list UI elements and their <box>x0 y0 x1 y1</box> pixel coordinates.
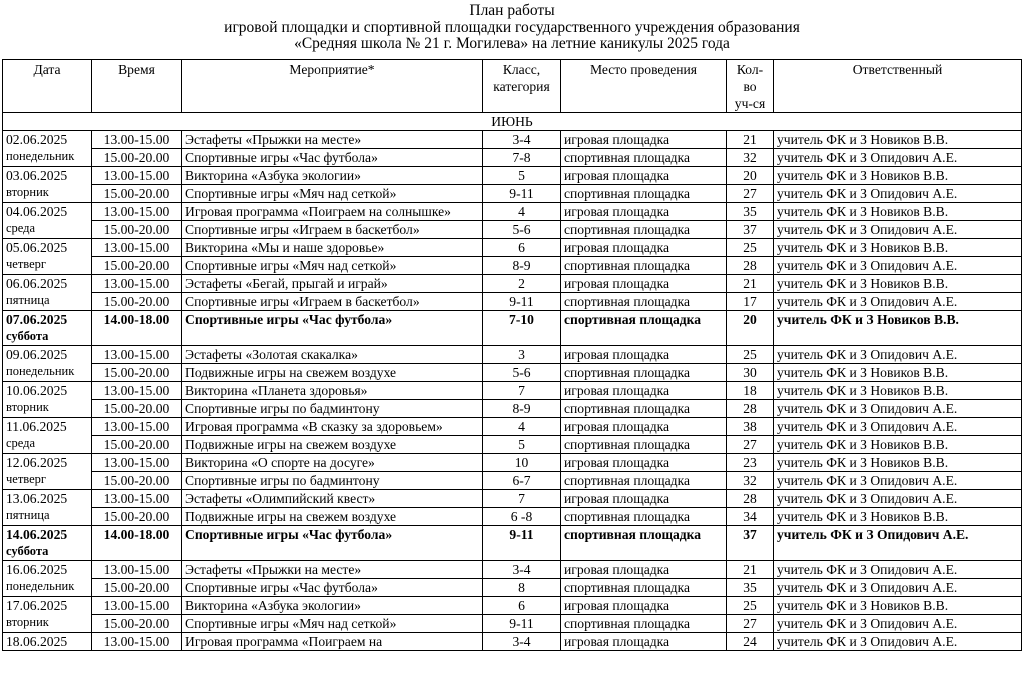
date-cell <box>3 346 92 382</box>
time-cell: 13.00-15.00 <box>92 346 182 364</box>
header-row <box>3 60 1022 113</box>
weekday-value: вторник <box>6 615 49 629</box>
date-value: 18.06.2025 <box>6 634 68 649</box>
responsible-cell: учитель ФК и З Новиков В.В. <box>774 275 1022 293</box>
table-row <box>3 293 1022 311</box>
table-row <box>3 131 1022 149</box>
date-value: 06.06.2025 <box>6 276 68 291</box>
date-cell <box>3 633 92 651</box>
class-cell: 4 <box>483 418 561 436</box>
time-cell: 15.00-20.00 <box>92 364 182 382</box>
event-cell: Викторина «Азбука экологии» <box>182 597 483 615</box>
date-value: 10.06.2025 <box>6 383 68 398</box>
table-row <box>3 490 1022 508</box>
place-cell: игровая площадка <box>561 490 727 508</box>
event-cell: Викторина «О спорте на досуге» <box>182 454 483 472</box>
table-row <box>3 615 1022 633</box>
event-cell: Спортивные игры «Играем в баскетбол» <box>182 221 483 239</box>
time-cell: 15.00-20.00 <box>92 472 182 490</box>
month-row <box>3 113 1022 131</box>
class-cell: 7-10 <box>483 311 561 346</box>
count-cell: 21 <box>727 131 774 149</box>
place-cell: спортивная площадка <box>561 293 727 311</box>
event-cell: Спортивные игры «Час футбола» <box>182 311 483 346</box>
class-cell: 3-4 <box>483 131 561 149</box>
class-cell: 9-11 <box>483 526 561 561</box>
place-cell: спортивная площадка <box>561 221 727 239</box>
count-cell: 25 <box>727 597 774 615</box>
table-row <box>3 364 1022 382</box>
header-date: Дата <box>3 60 92 113</box>
time-cell: 13.00-15.00 <box>92 418 182 436</box>
weekday-value: понедельник <box>6 364 75 378</box>
class-cell: 7 <box>483 382 561 400</box>
date-cell <box>3 311 92 346</box>
date-cell <box>3 131 92 167</box>
class-cell: 2 <box>483 275 561 293</box>
responsible-cell: учитель ФК и З Опидович А.Е. <box>774 472 1022 490</box>
header-place: Место проведения <box>561 60 727 113</box>
time-cell: 15.00-20.00 <box>92 508 182 526</box>
month-label: ИЮНЬ <box>3 113 1022 131</box>
table-row <box>3 454 1022 472</box>
header-count <box>727 60 774 113</box>
count-cell: 32 <box>727 149 774 167</box>
date-value: 11.06.2025 <box>6 419 67 434</box>
date-cell <box>3 526 92 561</box>
title-line: игровой площадки и спортивной площадки государственного учреждения образования <box>224 18 800 36</box>
schedule-table <box>2 59 1022 651</box>
count-cell: 28 <box>727 400 774 418</box>
weekday-value: среда <box>6 221 36 235</box>
responsible-cell: учитель ФК и З Новиков В.В. <box>774 597 1022 615</box>
event-cell: Спортивные игры «Мяч над сеткой» <box>182 615 483 633</box>
event-cell: Спортивные игры «Час футбола» <box>182 579 483 597</box>
date-value: 12.06.2025 <box>6 455 68 470</box>
responsible-cell: учитель ФК и З Опидович А.Е. <box>774 526 1022 561</box>
count-cell: 28 <box>727 490 774 508</box>
date-value: 07.06.2025 <box>6 312 68 327</box>
time-cell: 13.00-15.00 <box>92 239 182 257</box>
class-cell: 10 <box>483 454 561 472</box>
count-cell: 27 <box>727 436 774 454</box>
class-cell: 8-9 <box>483 400 561 418</box>
time-cell: 13.00-15.00 <box>92 167 182 185</box>
time-cell: 13.00-15.00 <box>92 454 182 472</box>
header-count-line: уч-ся <box>734 96 766 111</box>
event-cell: Игровая программа «Поиграем на <box>182 633 483 651</box>
table-row <box>3 526 1022 561</box>
class-cell: 6-7 <box>483 472 561 490</box>
responsible-cell: учитель ФК и З Опидович А.Е. <box>774 185 1022 203</box>
class-cell: 4 <box>483 203 561 221</box>
time-cell: 14.00-18.00 <box>92 526 182 561</box>
date-value: 02.06.2025 <box>6 132 68 147</box>
header-class <box>483 60 561 113</box>
place-cell: спортивная площадка <box>561 472 727 490</box>
time-cell: 15.00-20.00 <box>92 436 182 454</box>
title-line: «Средняя школа № 21 г. Могилева» на летние каникулы 2025 года <box>294 35 730 52</box>
event-cell: Спортивные игры «Час футбола» <box>182 526 483 561</box>
time-cell: 13.00-15.00 <box>92 275 182 293</box>
table-row <box>3 633 1022 651</box>
time-cell: 15.00-20.00 <box>92 221 182 239</box>
event-cell: Эстафеты «Бегай, прыгай и играй» <box>182 275 483 293</box>
event-cell: Эстафеты «Прыжки на месте» <box>182 561 483 579</box>
responsible-cell: учитель ФК и З Опидович А.Е. <box>774 490 1022 508</box>
count-cell: 35 <box>727 203 774 221</box>
time-cell: 15.00-20.00 <box>92 257 182 275</box>
responsible-cell: учитель ФК и З Новиков В.В. <box>774 167 1022 185</box>
weekday-value: четверг <box>6 472 47 486</box>
place-cell: игровая площадка <box>561 239 727 257</box>
class-cell: 9-11 <box>483 615 561 633</box>
class-cell: 3-4 <box>483 561 561 579</box>
date-value: 03.06.2025 <box>6 168 68 183</box>
place-cell: спортивная площадка <box>561 579 727 597</box>
place-cell: спортивная площадка <box>561 400 727 418</box>
class-cell: 9-11 <box>483 185 561 203</box>
weekday-value: понедельник <box>6 149 75 163</box>
date-value: 13.06.2025 <box>6 491 68 506</box>
date-value: 05.06.2025 <box>6 240 68 255</box>
count-cell: 23 <box>727 454 774 472</box>
table-row <box>3 203 1022 221</box>
table-row <box>3 239 1022 257</box>
time-cell: 13.00-15.00 <box>92 561 182 579</box>
place-cell: спортивная площадка <box>561 311 727 346</box>
place-cell: игровая площадка <box>561 167 727 185</box>
place-cell: спортивная площадка <box>561 149 727 167</box>
header-event: Мероприятие* <box>182 60 483 113</box>
event-cell: Эстафеты «Олимпийский квест» <box>182 490 483 508</box>
count-cell: 34 <box>727 508 774 526</box>
count-cell: 24 <box>727 633 774 651</box>
date-cell <box>3 597 92 633</box>
count-cell: 20 <box>727 311 774 346</box>
class-cell: 8 <box>483 579 561 597</box>
date-cell <box>3 275 92 311</box>
responsible-cell: учитель ФК и З Опидович А.Е. <box>774 418 1022 436</box>
weekday-value: суббота <box>6 329 49 343</box>
count-cell: 37 <box>727 221 774 239</box>
event-cell: Игровая программа «В сказку за здоровьем» <box>182 418 483 436</box>
count-cell: 17 <box>727 293 774 311</box>
count-cell: 27 <box>727 185 774 203</box>
place-cell: спортивная площадка <box>561 257 727 275</box>
weekday-value: суббота <box>6 544 49 558</box>
class-cell: 6 <box>483 597 561 615</box>
time-cell: 13.00-15.00 <box>92 131 182 149</box>
event-cell: Спортивные игры «Мяч над сеткой» <box>182 185 483 203</box>
date-value: 14.06.2025 <box>6 527 68 542</box>
table-row <box>3 167 1022 185</box>
event-cell: Викторина «Азбука экологии» <box>182 167 483 185</box>
time-cell: 15.00-20.00 <box>92 579 182 597</box>
responsible-cell: учитель ФК и З Новиков В.В. <box>774 311 1022 346</box>
date-cell <box>3 239 92 275</box>
table-row <box>3 382 1022 400</box>
responsible-cell: учитель ФК и З Новиков В.В. <box>774 203 1022 221</box>
class-cell: 5-6 <box>483 221 561 239</box>
date-cell <box>3 167 92 203</box>
event-cell: Викторина «Мы и наше здоровье» <box>182 239 483 257</box>
class-cell: 3 <box>483 346 561 364</box>
date-cell <box>3 203 92 239</box>
responsible-cell: учитель ФК и З Опидович А.Е. <box>774 615 1022 633</box>
header-class-line: Класс, <box>502 62 541 77</box>
class-cell: 7-8 <box>483 149 561 167</box>
table-row <box>3 149 1022 167</box>
place-cell: спортивная площадка <box>561 185 727 203</box>
class-cell: 9-11 <box>483 293 561 311</box>
place-cell: игровая площадка <box>561 346 727 364</box>
header-count-line: Кол- <box>736 62 764 77</box>
time-cell: 13.00-15.00 <box>92 633 182 651</box>
date-value: 16.06.2025 <box>6 562 68 577</box>
weekday-value: вторник <box>6 185 49 199</box>
place-cell: спортивная площадка <box>561 508 727 526</box>
place-cell: спортивная площадка <box>561 615 727 633</box>
weekday-value: вторник <box>6 400 49 414</box>
event-cell: Спортивные игры «Играем в баскетбол» <box>182 293 483 311</box>
event-cell: Спортивные игры по бадминтону <box>182 400 483 418</box>
place-cell: игровая площадка <box>561 561 727 579</box>
time-cell: 15.00-20.00 <box>92 185 182 203</box>
count-cell: 20 <box>727 167 774 185</box>
place-cell: игровая площадка <box>561 418 727 436</box>
date-value: 04.06.2025 <box>6 204 68 219</box>
date-value: 17.06.2025 <box>6 598 68 613</box>
event-cell: Игровая программа «Поиграем на солнышке» <box>182 203 483 221</box>
date-value: 09.06.2025 <box>6 347 68 362</box>
weekday-value: пятница <box>6 293 50 307</box>
responsible-cell: учитель ФК и З Новиков В.В. <box>774 454 1022 472</box>
time-cell: 15.00-20.00 <box>92 149 182 167</box>
responsible-cell: учитель ФК и З Опидович А.Е. <box>774 561 1022 579</box>
time-cell: 13.00-15.00 <box>92 382 182 400</box>
date-cell <box>3 382 92 418</box>
time-cell: 14.00-18.00 <box>92 311 182 346</box>
class-cell: 5 <box>483 167 561 185</box>
weekday-value: понедельник <box>6 579 75 593</box>
header-count-line: во <box>743 79 757 94</box>
class-cell: 6 <box>483 239 561 257</box>
class-cell: 5 <box>483 436 561 454</box>
count-cell: 21 <box>727 275 774 293</box>
time-cell: 15.00-20.00 <box>92 400 182 418</box>
time-cell: 13.00-15.00 <box>92 597 182 615</box>
table-row <box>3 418 1022 436</box>
event-cell: Подвижные игры на свежем воздухе <box>182 364 483 382</box>
place-cell: игровая площадка <box>561 633 727 651</box>
place-cell: игровая площадка <box>561 454 727 472</box>
table-row <box>3 275 1022 293</box>
place-cell: игровая площадка <box>561 131 727 149</box>
event-cell: Спортивные игры «Мяч над сеткой» <box>182 257 483 275</box>
event-cell: Подвижные игры на свежем воздухе <box>182 436 483 454</box>
document-title <box>0 0 1024 55</box>
count-cell: 28 <box>727 257 774 275</box>
weekday-value: среда <box>6 436 36 450</box>
place-cell: игровая площадка <box>561 203 727 221</box>
count-cell: 30 <box>727 364 774 382</box>
table-row <box>3 561 1022 579</box>
event-cell: Подвижные игры на свежем воздухе <box>182 508 483 526</box>
table-row <box>3 508 1022 526</box>
header-time: Время <box>92 60 182 113</box>
responsible-cell: учитель ФК и З Новиков В.В. <box>774 382 1022 400</box>
responsible-cell: учитель ФК и З Опидович А.Е. <box>774 149 1022 167</box>
place-cell: спортивная площадка <box>561 526 727 561</box>
place-cell: игровая площадка <box>561 275 727 293</box>
table-row <box>3 472 1022 490</box>
header-responsible: Ответственный <box>774 60 1022 113</box>
weekday-value: четверг <box>6 257 47 271</box>
table-row <box>3 221 1022 239</box>
count-cell: 38 <box>727 418 774 436</box>
place-cell: игровая площадка <box>561 382 727 400</box>
time-cell: 13.00-15.00 <box>92 490 182 508</box>
place-cell: спортивная площадка <box>561 364 727 382</box>
table-row <box>3 311 1022 346</box>
time-cell: 15.00-20.00 <box>92 293 182 311</box>
count-cell: 25 <box>727 346 774 364</box>
place-cell: спортивная площадка <box>561 436 727 454</box>
date-cell <box>3 561 92 597</box>
table-row <box>3 346 1022 364</box>
table-row <box>3 579 1022 597</box>
responsible-cell: учитель ФК и З Новиков В.В. <box>774 508 1022 526</box>
class-cell: 3-4 <box>483 633 561 651</box>
weekday-value: пятница <box>6 508 50 522</box>
responsible-cell: учитель ФК и З Опидович А.Е. <box>774 221 1022 239</box>
place-cell: игровая площадка <box>561 597 727 615</box>
responsible-cell: учитель ФК и З Опидович А.Е. <box>774 346 1022 364</box>
responsible-cell: учитель ФК и З Опидович А.Е. <box>774 633 1022 651</box>
table-row <box>3 400 1022 418</box>
event-cell: Спортивные игры по бадминтону <box>182 472 483 490</box>
class-cell: 5-6 <box>483 364 561 382</box>
responsible-cell: учитель ФК и З Новиков В.В. <box>774 131 1022 149</box>
count-cell: 21 <box>727 561 774 579</box>
table-row <box>3 436 1022 454</box>
responsible-cell: учитель ФК и З Опидович А.Е. <box>774 293 1022 311</box>
class-cell: 8-9 <box>483 257 561 275</box>
count-cell: 27 <box>727 615 774 633</box>
count-cell: 18 <box>727 382 774 400</box>
responsible-cell: учитель ФК и З Опидович А.Е. <box>774 579 1022 597</box>
event-cell: Эстафеты «Прыжки на месте» <box>182 131 483 149</box>
responsible-cell: учитель ФК и З Новиков В.В. <box>774 239 1022 257</box>
table-row <box>3 185 1022 203</box>
title-line: План работы <box>469 2 555 19</box>
responsible-cell: учитель ФК и З Новиков В.В. <box>774 436 1022 454</box>
count-cell: 32 <box>727 472 774 490</box>
date-cell <box>3 490 92 526</box>
count-cell: 35 <box>727 579 774 597</box>
header-class-line: категория <box>493 79 550 94</box>
date-cell <box>3 418 92 454</box>
class-cell: 6 -8 <box>483 508 561 526</box>
table-row <box>3 597 1022 615</box>
responsible-cell: учитель ФК и З Опидович А.Е. <box>774 257 1022 275</box>
table-row <box>3 257 1022 275</box>
time-cell: 13.00-15.00 <box>92 203 182 221</box>
event-cell: Спортивные игры «Час футбола» <box>182 149 483 167</box>
count-cell: 37 <box>727 526 774 561</box>
count-cell: 25 <box>727 239 774 257</box>
event-cell: Викторина «Планета здоровья» <box>182 382 483 400</box>
responsible-cell: учитель ФК и З Опидович А.Е. <box>774 400 1022 418</box>
responsible-cell: учитель ФК и З Новиков В.В. <box>774 364 1022 382</box>
class-cell: 7 <box>483 490 561 508</box>
time-cell: 15.00-20.00 <box>92 615 182 633</box>
event-cell: Эстафеты «Золотая скакалка» <box>182 346 483 364</box>
date-cell <box>3 454 92 490</box>
